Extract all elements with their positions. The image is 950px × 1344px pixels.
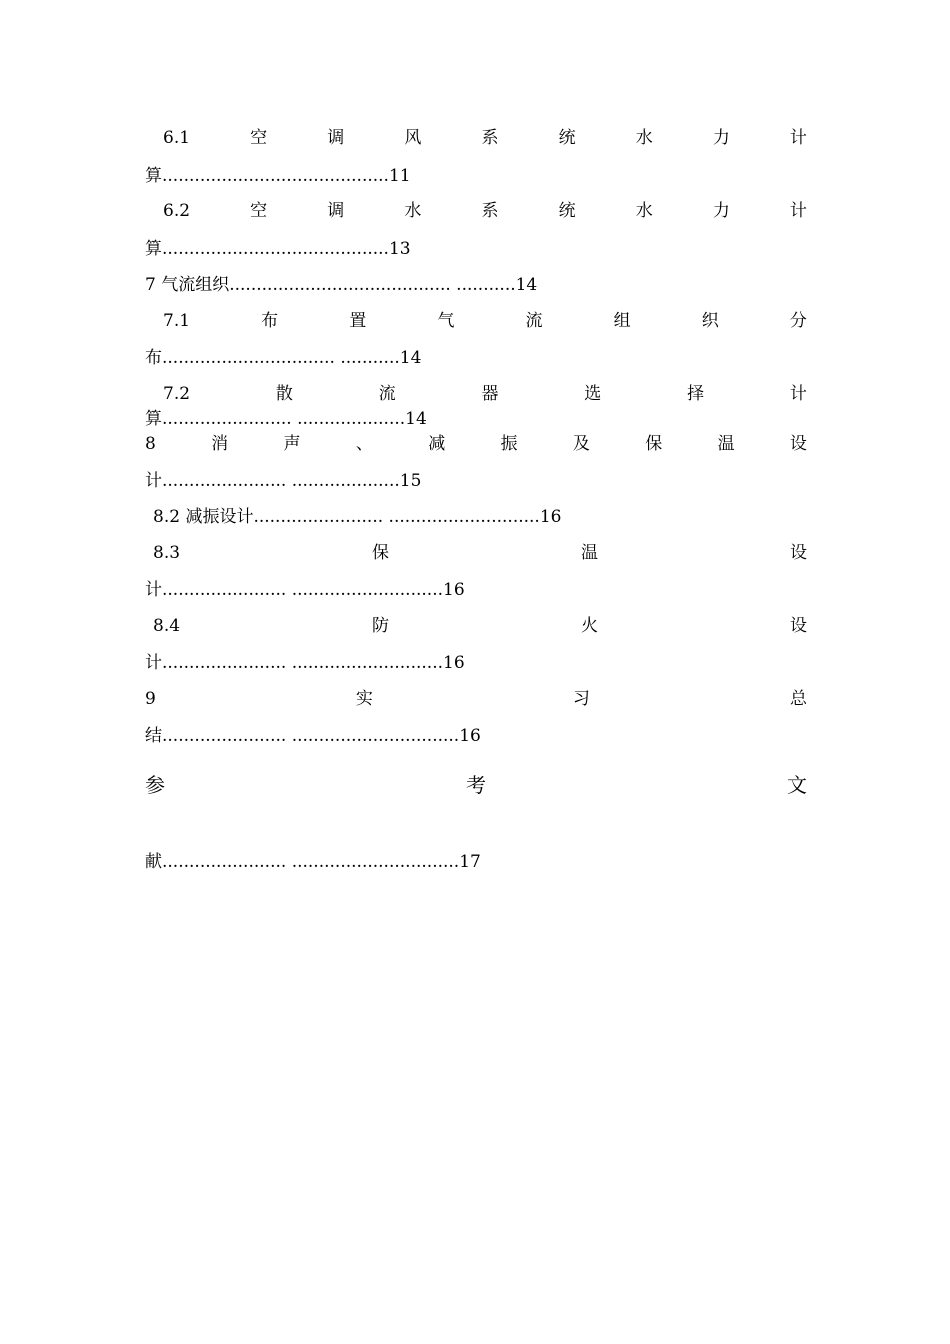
toc-word: 8 <box>145 434 156 454</box>
toc-word: 统 <box>558 201 576 221</box>
toc-entry-6-1[interactable] <box>145 126 807 150</box>
toc-leader-page: 算..........................................13 <box>145 239 411 259</box>
toc-word: 9 <box>145 689 156 709</box>
toc-entry-6-1-tail[interactable] <box>145 164 807 188</box>
toc-word: 保 <box>372 543 390 563</box>
toc-word: 流 <box>525 311 543 331</box>
toc-entry-7[interactable] <box>145 273 807 297</box>
toc-entry-8-tail[interactable] <box>145 469 807 493</box>
toc-word: 8.3 <box>153 543 181 563</box>
toc-leader-page: 计....................... ....................15 <box>145 471 422 491</box>
toc-leader-page: 算..........................................11 <box>145 166 411 186</box>
toc-word: 择 <box>687 384 705 404</box>
toc-entry-references-tail[interactable] <box>145 846 807 874</box>
toc-word: 水 <box>635 201 653 221</box>
toc-word: 参 <box>145 773 165 797</box>
toc-entry-8-4[interactable] <box>145 614 807 638</box>
toc-entry-references[interactable] <box>145 771 807 799</box>
toc-word: 计 <box>789 128 807 148</box>
toc-word: 系 <box>481 128 499 148</box>
toc-word: 7.1 <box>163 311 191 331</box>
toc-entry-6-2[interactable] <box>145 199 807 223</box>
toc-word: 空 <box>250 201 268 221</box>
toc-leader-page: 献....................... ...............................17 <box>145 852 481 872</box>
toc-word: 考 <box>466 773 486 797</box>
toc-word: 流 <box>378 384 396 404</box>
toc-entry-7-1[interactable] <box>145 309 807 333</box>
toc-word: 文 <box>787 773 807 797</box>
toc-word: 设 <box>790 543 807 563</box>
toc-word: 温 <box>717 434 735 454</box>
toc-word: 6.2 <box>163 201 191 221</box>
toc-entry-text: 8.2 减振设计........................ ............................16 <box>153 507 562 527</box>
toc-word: 选 <box>584 384 602 404</box>
toc-word: 散 <box>275 384 293 404</box>
toc-entry-8-3[interactable] <box>145 541 807 565</box>
toc-leader-page: 结....................... ...............................16 <box>145 726 481 746</box>
toc-word: 振 <box>500 434 518 454</box>
toc-word: 消 <box>211 434 229 454</box>
toc-entry-6-2-tail[interactable] <box>145 237 807 261</box>
toc-entry-7-1-tail[interactable] <box>145 346 807 370</box>
toc-entry-7-2[interactable] <box>145 382 807 406</box>
toc-word: 组 <box>613 311 631 331</box>
toc-word: 调 <box>327 128 345 148</box>
toc-word: 织 <box>701 311 719 331</box>
toc-entry-9[interactable] <box>145 687 807 711</box>
toc-entry-9-tail[interactable] <box>145 724 807 748</box>
toc-leader-page: 计....................... ............................16 <box>145 653 465 673</box>
toc-word: 8.4 <box>153 616 181 636</box>
toc-word: 力 <box>712 201 730 221</box>
toc-word: 减 <box>428 434 446 454</box>
toc-word: 器 <box>481 384 499 404</box>
toc-word: 统 <box>558 128 576 148</box>
toc-entry-8-2[interactable] <box>145 505 807 529</box>
toc-word: 水 <box>404 201 422 221</box>
toc-word: 系 <box>481 201 499 221</box>
toc-word: 设 <box>789 434 807 454</box>
toc-word: 7.2 <box>163 384 191 404</box>
toc-leader-page: 算........................ ....................14 <box>145 409 427 429</box>
toc-word: 实 <box>355 689 373 709</box>
toc-word: 设 <box>790 616 807 636</box>
toc-word: 防 <box>372 616 390 636</box>
toc-word: 水 <box>635 128 653 148</box>
toc-word: 保 <box>645 434 663 454</box>
toc-word: 习 <box>572 689 590 709</box>
toc-word: 计 <box>789 201 807 221</box>
toc-word: 调 <box>327 201 345 221</box>
toc-word: 火 <box>581 616 599 636</box>
toc-word: 、 <box>355 434 373 454</box>
toc-word: 布 <box>261 311 279 331</box>
toc-entry-text: 7 气流组织......................................... ...........14 <box>145 275 538 295</box>
toc-word: 声 <box>283 434 301 454</box>
toc-word: 空 <box>250 128 268 148</box>
toc-word: 力 <box>712 128 730 148</box>
toc-word: 风 <box>404 128 422 148</box>
toc-entry-7-2-tail[interactable] <box>145 407 807 431</box>
toc-entry-8[interactable] <box>145 432 807 456</box>
toc-word: 温 <box>581 543 599 563</box>
toc-word: 气 <box>437 311 455 331</box>
toc-word: 分 <box>789 311 807 331</box>
toc-leader-page: 布................................ ...........14 <box>145 348 422 368</box>
toc-word: 6.1 <box>163 128 191 148</box>
toc-word: 及 <box>572 434 590 454</box>
toc-word: 计 <box>789 384 807 404</box>
toc-entry-8-4-tail[interactable] <box>145 651 807 675</box>
toc-word: 总 <box>789 689 807 709</box>
toc-entry-8-3-tail[interactable] <box>145 578 807 602</box>
toc-leader-page: 计....................... ............................16 <box>145 580 465 600</box>
toc-word: 置 <box>349 311 367 331</box>
